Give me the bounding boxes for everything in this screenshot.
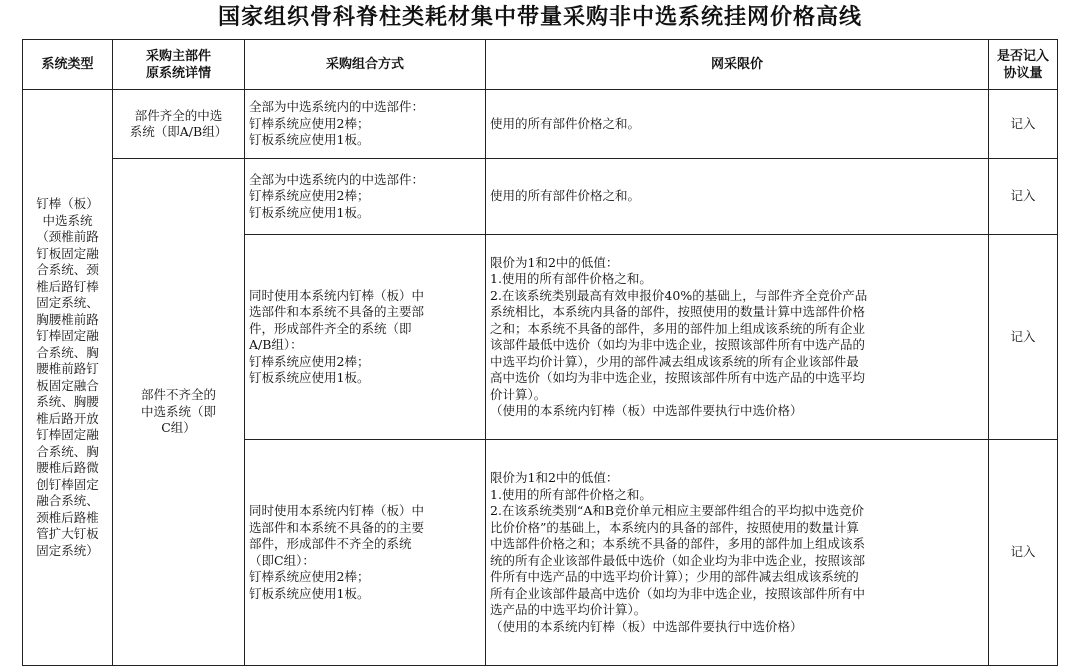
record-cell: 记入 — [989, 90, 1058, 159]
header-price-limit: 网采限价 — [486, 40, 989, 90]
price-limit-cell: 使用的所有部件价格之和。 — [486, 159, 989, 235]
page-title: 国家组织骨科脊柱类耗材集中带量采购非中选系统挂网价格高线 — [217, 5, 862, 30]
header-record-agreement: 是否记入 协议量 — [989, 40, 1058, 90]
combination-cell: 同时使用本系统内钉棒（板）中 选部件和本系统不具备的主要部 件，形成部件齐全的系统（即 A/B组）： 钉棒系统应使用2棒； 钉板系统应使用1板。 — [245, 235, 486, 440]
price-limit-cell: 使用的所有部件价格之和。 — [486, 90, 989, 159]
header-detail: 采购主部件 原系统详情 — [113, 40, 245, 90]
header-system-type: 系统类型 — [23, 40, 113, 90]
price-limit-cell: 限价为1和2中的低值： 1.使用的所有部件价格之和。 2.在该系统类别最高有效申报价40%的基础上，与部件齐全竞价产品 系统相比，本系统内具备的部件，按照使用的数量计算中选部件价格 之和；本系统不具备的部件，多用的部件加上组成该系统的所有企业 该部件最低中选价（如均为非中选企业，按照该部件所有中选产品的 中选平均价计算），少用的部件减去组成该系统的所有企业该部件最 高中选价（如均为非中选企业，按照该部件所有中选产品的中选平均 价计算）。 （使用的本系统内钉棒（板）中选部件要执行中选价格） — [486, 235, 989, 440]
table-row — [23, 90, 1058, 159]
combination-cell: 全部为中选系统内的中选部件： 钉棒系统应使用2棒； 钉板系统应使用1板。 — [245, 90, 486, 159]
combination-cell: 全部为中选系统内的中选部件： 钉棒系统应使用2棒； 钉板系统应使用1板。 — [245, 159, 486, 235]
table-row — [23, 159, 1058, 235]
detail-incomplete-cell: 部件不齐全的 中选系统（即 C组） — [113, 159, 245, 666]
record-cell: 记入 — [989, 159, 1058, 235]
price-limit-cell: 限价为1和2中的低值： 1.使用的所有部件价格之和。 2.在该系统类别“A和B竞价单元相应主要部件组合的平均拟中选竞价 比价价格”的基础上，本系统内的具备的部件，按照使用的数量计算 中选部件价格之和；本系统不具备的部件，多用的部件加上组成该系 统的所有企业该部件最低中选价（如企业均为非中选企业，按照该部 件所有中选产品的中选平均价计算）；少用的部件减去组成该系统的 所有企业该部件最高中选价（如均为非中选企业，按照该部件所有中 选产品的中选平均价计算）。 （使用的本系统内钉棒（板）中选部件要执行中选价格） — [486, 440, 989, 666]
detail-complete-cell: 部件齐全的中选 系统（即A/B组） — [113, 90, 245, 159]
table-header-row — [23, 40, 1058, 90]
price-ceiling-table — [22, 39, 1058, 666]
record-cell: 记入 — [989, 440, 1058, 666]
system-type-cell: 钉棒（板） 中选系统 （颈椎前路 钉板固定融 合系统、颈 椎后路钉棒 固定系统、 胸腰椎前路 钉棒固定融 合系统、胸 腰椎前路钉 板固定融合 系统、胸腰 椎后路开放 钉棒固定融 合系统、胸 腰椎后路微 创钉棒固定 融合系统、 颈椎后路椎 管扩大钉板 固定系统） — [23, 90, 113, 666]
record-cell: 记入 — [989, 235, 1058, 440]
combination-cell: 同时使用本系统内钉棒（板）中 选部件和本系统不具备的的主要 部件，形成部件不齐全的系统 （即C组）： 钉棒系统应使用2棒； 钉板系统应使用1板。 — [245, 440, 486, 666]
header-combination: 采购组合方式 — [245, 40, 486, 90]
